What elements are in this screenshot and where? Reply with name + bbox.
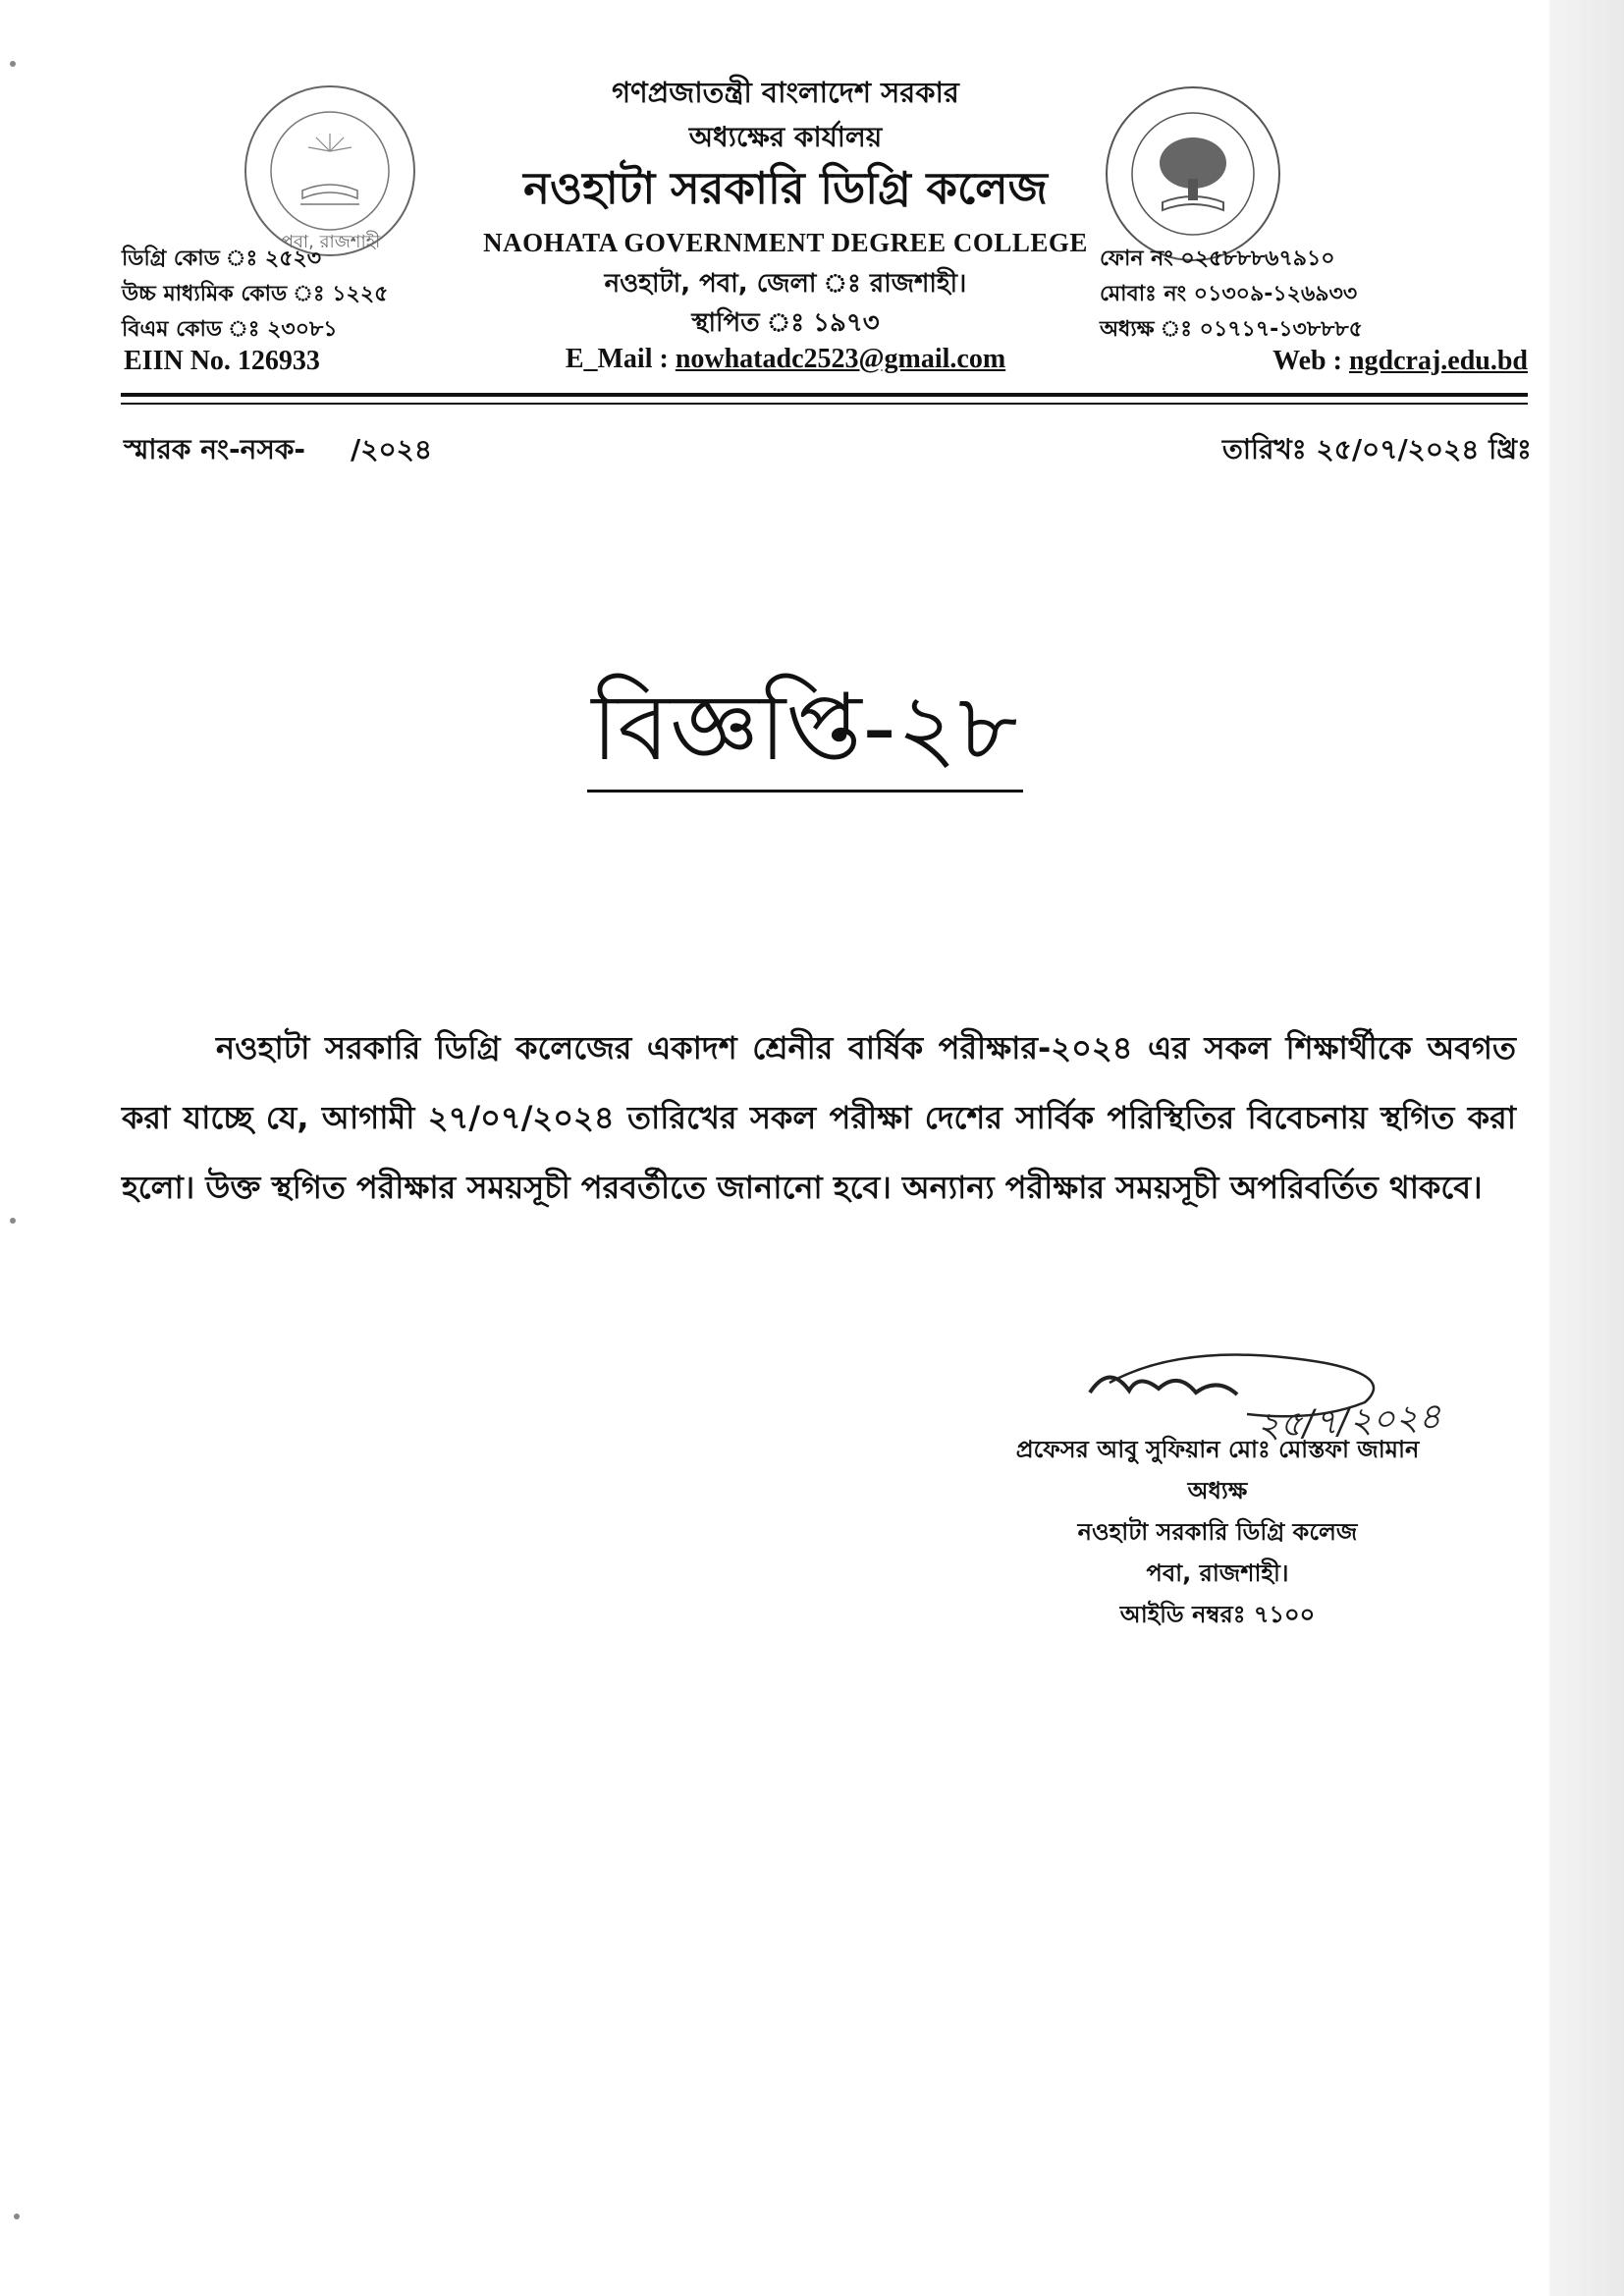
- notice-title-text: বিজ্ঞপ্তি-২৮: [587, 675, 1022, 793]
- page-edge-shadow: [1549, 0, 1624, 2296]
- signatory-title: অধ্যক্ষ: [1187, 1477, 1248, 1504]
- principal-phone: অধ্যক্ষ ঃ ০১৭১৭-১৩৮৮৮৫: [1100, 317, 1363, 342]
- degree-code: ডিগ্রি কোড ঃ ২৫২৩: [122, 246, 322, 271]
- signatory-location: পবা, রাজশাহী।: [1146, 1559, 1289, 1587]
- notice-date: তারিখঃ ২৫/০৭/২০২৪ খ্রিঃ: [1221, 433, 1532, 465]
- memo-label: স্মারক নং-নসক-: [124, 433, 306, 465]
- scan-mark: [14, 2214, 20, 2219]
- seal-left-bottom-text: পবা, রাজশাহী: [281, 232, 381, 252]
- web-label: Web :: [1272, 346, 1342, 376]
- college-name-english: NAOHATA GOVERNMENT DEGREE COLLEGE: [483, 228, 1088, 257]
- phone-number: ফোন নং ০২৫৮৮৮৬৭৯১০: [1100, 246, 1335, 271]
- website-link[interactable]: ngdcraj.edu.bd: [1348, 346, 1528, 376]
- signatory-id: আইডি নম্বরঃ ৭১০০: [1119, 1601, 1316, 1628]
- email-label: E_Mail :: [565, 344, 669, 374]
- email-link[interactable]: nowhatadc2523@gmail.com: [675, 344, 1006, 374]
- header-rule-thick: [121, 393, 1528, 397]
- established-year: স্থাপিত ঃ ১৯৭৩: [691, 308, 880, 338]
- office-line: অধ্যক্ষের কার্যালয়: [688, 121, 883, 153]
- handwritten-date: ২৫/৭/২০২৪: [1255, 1396, 1442, 1447]
- header-rule-thin: [121, 403, 1528, 405]
- signatory-name: প্রফেসর আবু সুফিয়ান মোঃ মোস্তফা জামান: [1015, 1436, 1420, 1463]
- hsc-code: উচ্চ মাধ্যমিক কোড ঃ ১২২৫: [122, 282, 389, 306]
- college-address: নওহাটা, পবা, জেলা ঃ রাজশাহী।: [604, 269, 967, 299]
- scan-mark: [10, 1218, 16, 1224]
- memo-number: [124, 428, 432, 474]
- email-line: [442, 344, 1129, 375]
- notice-title: [550, 656, 1060, 810]
- scan-mark: [10, 61, 16, 67]
- mobile-number: মোবাঃ নং ০১৩০৯-১২৬৯৩৩: [1100, 282, 1358, 306]
- govt-line: গণপ্রজাতন্ত্রী বাংলাদেশ সরকার: [612, 76, 959, 109]
- website-line: [1139, 346, 1528, 377]
- memo-year: /২০২৪: [351, 433, 433, 465]
- bm-code: বিএম কোড ঃ ২৩০৮১: [122, 317, 338, 342]
- notice-body: নওহাটা সরকারি ডিগ্রি কলেজের একাদশ শ্রেনীর বার্ষিক পরীক্ষার-২০২৪ এর সকল শিক্ষার্থীকে অবগত করা যাচ্ছে যে, আগামী ২৭/০৭/২০২৪ তারিখের সকল পরীক্ষা দেশের সার্বিক পরিস্থিতির বিবেচনায় স্থগিত করা হলো। উক্ত স্থগিত পরীক্ষার সময়সূচী পরবর্তীতে জানানো হবে। অন্যান্য পরীক্ষার সময়সূচী অপরিবর্তিত থাকবে।: [122, 1029, 1516, 1206]
- college-name: নওহাটা সরকারি ডিগ্রি কলেজ: [523, 162, 1048, 214]
- eiin-number: EIIN No. 126933: [124, 346, 320, 376]
- signatory-college: নওহাটা সরকারি ডিগ্রি কলেজ: [1077, 1518, 1358, 1546]
